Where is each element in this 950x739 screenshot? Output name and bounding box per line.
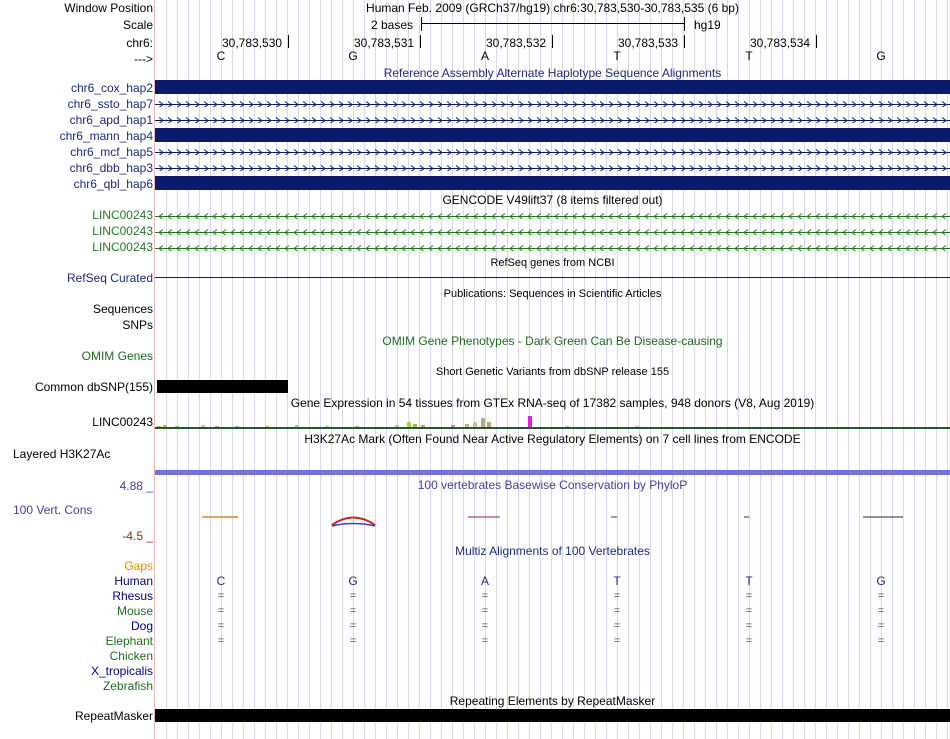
alignment-match: = bbox=[481, 605, 489, 617]
strand-arrows-reverse bbox=[155, 244, 950, 251]
repeatmasker-element-bar[interactable] bbox=[155, 709, 950, 722]
alignment-base: T bbox=[745, 574, 753, 588]
gencode-transcript[interactable] bbox=[155, 226, 950, 235]
alignment-match: = bbox=[481, 590, 489, 602]
alignment-base: A bbox=[480, 574, 489, 588]
refseq-gene-line[interactable] bbox=[155, 277, 950, 278]
alignment-base: G bbox=[348, 574, 358, 588]
reference-base: T bbox=[745, 49, 753, 63]
haplotype-alignment-line[interactable] bbox=[155, 162, 950, 171]
reference-base: G bbox=[348, 49, 358, 63]
alignment-match: = bbox=[745, 635, 753, 647]
species-label-human[interactable]: Human bbox=[114, 574, 153, 588]
publications-title: Publications: Sequences in Scientific Articles bbox=[443, 288, 662, 300]
track-label-chr6-mann-hap4[interactable]: chr6_mann_hap4 bbox=[59, 129, 153, 143]
position-tick-label-2: 30,783,531 bbox=[354, 36, 415, 50]
alignment-match: = bbox=[613, 605, 621, 617]
scale-label: Scale bbox=[122, 18, 153, 32]
scale-bar-right-cap bbox=[684, 17, 685, 31]
species-label-chicken[interactable]: Chicken bbox=[109, 649, 153, 663]
gtex-title: Gene Expression in 54 tissues from GTEx RNA-seq of 17382 samples, 948 donors (V8, Aug 2019) bbox=[290, 396, 815, 410]
alignment-match: = bbox=[877, 620, 885, 632]
track-label-gencode-3[interactable]: LINC00243 bbox=[92, 240, 153, 254]
track-label-chr6-mcf-hap5[interactable]: chr6_mcf_hap5 bbox=[70, 145, 153, 159]
track-label-phylop[interactable]: 100 Vert. Cons bbox=[13, 503, 93, 517]
species-label-x_tropicalis[interactable]: X_tropicalis bbox=[90, 664, 153, 678]
track-label-chr6-qbl-hap6[interactable]: chr6_qbl_hap6 bbox=[73, 177, 153, 191]
alignment-match: = bbox=[877, 605, 885, 617]
scale-text: 2 bases bbox=[371, 18, 414, 32]
alignment-match: = bbox=[481, 635, 489, 647]
alignment-match: = bbox=[481, 620, 489, 632]
phylop-min-label: -4.5 _ bbox=[122, 529, 153, 543]
position-tick-4 bbox=[684, 35, 685, 48]
haplotype-alignment-bar[interactable] bbox=[155, 176, 950, 190]
alignment-match: = bbox=[217, 605, 225, 617]
gencode-transcript[interactable] bbox=[155, 210, 950, 219]
strand-arrows-forward bbox=[155, 100, 950, 107]
track-label-h3k27ac[interactable]: Layered H3K27Ac bbox=[13, 447, 111, 461]
position-tick-3 bbox=[552, 35, 553, 48]
phylop-mark-3 bbox=[332, 524, 375, 527]
reference-base: C bbox=[216, 49, 226, 63]
alignment-match: = bbox=[217, 590, 225, 602]
track-label-gtex[interactable]: LINC00243 bbox=[92, 415, 153, 429]
position-tick-label-4: 30,783,533 bbox=[618, 36, 679, 50]
window-position-value: Human Feb. 2009 (GRCh37/hg19) chr6:30,783,530-30,783,535 (6 bp) bbox=[366, 1, 739, 15]
phylop-signal[interactable] bbox=[155, 505, 950, 535]
haplotype-alignment-bar[interactable] bbox=[155, 128, 950, 142]
reference-base: T bbox=[613, 49, 621, 63]
position-tick-label-5: 30,783,534 bbox=[750, 36, 811, 50]
position-tick-2 bbox=[420, 35, 421, 48]
track-label-gencode-1[interactable]: LINC00243 bbox=[92, 208, 153, 222]
gtex-bar-area[interactable] bbox=[155, 413, 950, 428]
position-tick-label-1: 30,783,530 bbox=[222, 36, 283, 50]
track-label-chr6-dbb-hap3[interactable]: chr6_dbb_hap3 bbox=[69, 161, 153, 175]
window-position-label: Window Position bbox=[64, 1, 153, 15]
species-label-dog[interactable]: Dog bbox=[130, 619, 153, 633]
h3k27ac-title: H3K27Ac Mark (Often Found Near Active Regulatory Elements) on 7 cell lines from ENCODE bbox=[304, 432, 801, 446]
track-label-chr6-cox-hap2[interactable]: chr6_cox_hap2 bbox=[70, 81, 153, 95]
alignment-match: = bbox=[349, 590, 357, 602]
track-label-gencode-2[interactable]: LINC00243 bbox=[92, 224, 153, 238]
strand-arrows-reverse bbox=[155, 212, 950, 219]
alignment-match: = bbox=[745, 620, 753, 632]
track-label-pane bbox=[0, 0, 155, 739]
alignment-match: = bbox=[349, 605, 357, 617]
track-label-snps[interactable]: SNPs bbox=[122, 318, 153, 332]
alignment-base: C bbox=[216, 574, 226, 588]
repeatmasker-title: Repeating Elements by RepeatMasker bbox=[449, 694, 656, 708]
dbsnp-title: Short Genetic Variants from dbSNP release 155 bbox=[435, 366, 670, 378]
scale-db: hg19 bbox=[694, 18, 721, 32]
species-label-elephant[interactable]: Elephant bbox=[105, 634, 153, 648]
strand-arrows-forward bbox=[155, 148, 950, 155]
track-label-omim[interactable]: OMIM Genes bbox=[81, 349, 153, 363]
strand-arrows-forward bbox=[155, 164, 950, 171]
omim-title: OMIM Gene Phenotypes - Dark Green Can Be Disease-causing bbox=[382, 334, 723, 348]
haplotype-alignment-line[interactable] bbox=[155, 146, 950, 155]
gencode-title: GENCODE V49lift37 (8 items filtered out) bbox=[442, 193, 663, 207]
reference-base: A bbox=[480, 49, 489, 63]
haplotype-alignment-bar[interactable] bbox=[155, 80, 950, 94]
scale-bar-left-cap bbox=[421, 17, 422, 31]
alignment-match: = bbox=[349, 620, 357, 632]
multiz-title: Multiz Alignments of 100 Vertebrates bbox=[455, 544, 650, 558]
track-label-refseq[interactable]: RefSeq Curated bbox=[66, 271, 153, 285]
position-tick-1 bbox=[288, 35, 289, 48]
haplotype-alignment-line[interactable] bbox=[155, 114, 950, 123]
alignment-match: = bbox=[217, 620, 225, 632]
position-tick-label-3: 30,783,532 bbox=[486, 36, 547, 50]
species-label-zebrafish[interactable]: Zebrafish bbox=[102, 679, 153, 693]
track-label-gaps[interactable]: Gaps bbox=[124, 559, 153, 573]
track-label-chr6-apd-hap1[interactable]: chr6_apd_hap1 bbox=[69, 113, 153, 127]
alignment-match: = bbox=[349, 635, 357, 647]
h3k27ac-signal-bar[interactable] bbox=[155, 470, 950, 475]
gtex-baseline bbox=[155, 427, 950, 429]
refseq-title: RefSeq genes from NCBI bbox=[490, 257, 615, 269]
strand-arrows-forward bbox=[155, 116, 950, 123]
species-label-rhesus[interactable]: Rhesus bbox=[112, 589, 153, 603]
reference-base: G bbox=[876, 49, 886, 63]
strand-label: ---> bbox=[134, 52, 153, 66]
alt-haplotypes-title: Reference Assembly Alternate Haplotype Sequence Alignments bbox=[383, 66, 722, 80]
alignment-base: T bbox=[613, 574, 621, 588]
scale-bar bbox=[421, 23, 685, 24]
dbsnp-variant-bar[interactable] bbox=[157, 380, 288, 393]
species-label-mouse[interactable]: Mouse bbox=[116, 604, 153, 618]
alignment-match: = bbox=[613, 620, 621, 632]
alignment-match: = bbox=[877, 590, 885, 602]
alignment-match: = bbox=[877, 635, 885, 647]
alignment-match: = bbox=[613, 635, 621, 647]
track-label-chr6-ssto-hap7[interactable]: chr6_ssto_hap7 bbox=[67, 97, 153, 111]
alignment-match: = bbox=[217, 635, 225, 647]
alignment-match: = bbox=[613, 590, 621, 602]
track-label-sequences[interactable]: Sequences bbox=[92, 302, 153, 316]
alignment-base: G bbox=[876, 574, 886, 588]
strand-arrows-reverse bbox=[155, 228, 950, 235]
position-tick-5 bbox=[816, 35, 817, 48]
alignment-match: = bbox=[745, 605, 753, 617]
track-label-dbsnp[interactable]: Common dbSNP(155) bbox=[34, 380, 153, 394]
chrom-label: chr6: bbox=[126, 36, 153, 50]
gencode-transcript[interactable] bbox=[155, 242, 950, 251]
alignment-match: = bbox=[745, 590, 753, 602]
phylop-max-label: 4.88 _ bbox=[119, 479, 153, 493]
haplotype-alignment-line[interactable] bbox=[155, 98, 950, 107]
track-label-repeatmasker[interactable]: RepeatMasker bbox=[74, 709, 153, 723]
phylop-title: 100 vertebrates Basewise Conservation by PhyloP bbox=[417, 478, 688, 492]
